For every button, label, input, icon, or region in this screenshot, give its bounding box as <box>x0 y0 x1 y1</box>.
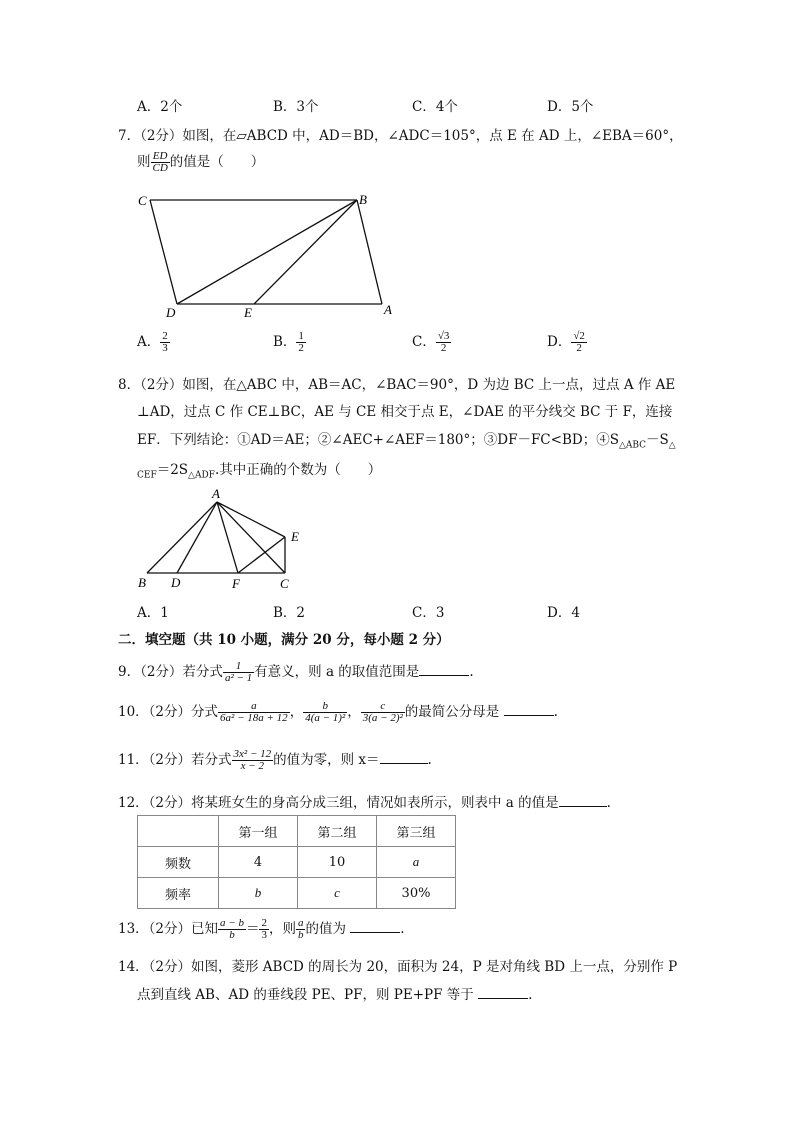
q6-option-a: A．2个 <box>137 99 183 115</box>
table-cell: 4 <box>219 847 298 878</box>
table-cell: a <box>377 847 456 878</box>
table-cell: c <box>298 878 377 909</box>
q7-segment-be <box>254 200 357 304</box>
q13-answer-blank <box>350 920 400 933</box>
q7-label-b: B <box>359 192 367 207</box>
table-cell: 10 <box>298 847 377 878</box>
q7-label-d: D <box>166 305 176 320</box>
q8-label-c: C <box>280 576 289 591</box>
q8-label-e: E <box>291 529 299 544</box>
q12-answer-blank <box>559 794 607 807</box>
q8-stem-line1: 8．（2分）如图，在△ABC 中，AB＝AC，∠BAC＝90°，D 为边 BC 上一点，过点 A 作 AE <box>118 377 676 393</box>
q8-segment-ef <box>238 537 285 573</box>
q7-edge-cd <box>150 200 177 304</box>
q10-answer-blank <box>504 703 554 716</box>
q7-option-c: C． $\frac{√3}{2}$ <box>412 330 450 354</box>
q8-stem-line2: ⊥AD，过点 C 作 CE⊥BC，AE 与 CE 相交于点 E，∠DAE 的平分线交 BC 于 F，连接 <box>137 404 673 420</box>
q7-option-b: B． $\frac{1}{2}$ <box>273 330 304 354</box>
q9: 9．（2分）若分式 $\frac{1}{\text{a² − 1}}$ 有意义，则 a 的取值范围是 . <box>118 660 474 684</box>
q7-parallelogram-diagram <box>130 188 410 323</box>
q14-stem-line1: 14．（2分）如图，菱形 ABCD 的周长为 20，面积为 24，P 是对角线 BD 上一点，分别作 P <box>118 959 678 975</box>
q12-stem: 12．（2分）将某班女生的身高分成三组，情况如表所示，则表中 a 的值是 . <box>118 795 611 811</box>
q6-option-d: D．5个 <box>547 99 594 115</box>
q8-label-a: A <box>212 486 220 501</box>
q6-option-c: C．4个 <box>412 99 458 115</box>
table-row <box>138 847 456 878</box>
q14-answer-blank <box>478 986 528 999</box>
q8-stem-line4: $_{CEF}=2S_{\triangle ADF}$.其中正确的个数为（ ） <box>137 462 382 481</box>
table-cell: 30% <box>377 878 456 909</box>
q10: 10．（2分）分式 $\frac{a}{\text{6a² − 18a + 12}}$ ， $\frac{b}{\text{4(a − 1)²}}$ ， $\frac{c}{\text{3(a − 2)²}}$ 的最简公分母是 . <box>118 700 558 724</box>
q12-frequency-table <box>137 815 456 909</box>
q8-segment-ad <box>177 502 217 573</box>
q6-option-b: B．3个 <box>273 99 319 115</box>
q8-option-d: D．4 <box>547 605 580 621</box>
q7-label-a: A <box>384 302 392 317</box>
q7-fraction: $\frac{ED}{CD}$ <box>152 150 168 174</box>
q7-label-e: E <box>244 305 252 320</box>
q7-diagonal-bd <box>177 200 357 304</box>
table-cell: 频率 <box>138 878 219 909</box>
table-cell: 频数 <box>138 847 219 878</box>
q8-label-d: D <box>171 575 181 590</box>
q7-option-a: A． $\frac{2}{3}$ <box>137 330 168 354</box>
q7-stem-line2: 则 $\frac{ED}{CD}$ 的值是（ ） <box>137 150 265 174</box>
q8-triangle-diagram <box>135 484 315 594</box>
table-header-row <box>138 816 456 847</box>
q8-edge-ab <box>147 502 217 573</box>
q7-option-d: D． $\frac{√2}{2}$ <box>547 330 585 354</box>
table-cell: b <box>219 878 298 909</box>
q9-answer-blank <box>419 663 469 676</box>
q8-option-a: A．1 <box>137 605 169 621</box>
table-cell: 第三组 <box>377 816 456 847</box>
table-cell: 第一组 <box>219 816 298 847</box>
q8-label-b: B <box>138 575 146 590</box>
q8-segment-ae <box>217 502 285 537</box>
q14-stem-line2: 点到直线 AB、AD 的垂线段 PE、PF，则 PE+PF 等于 . <box>137 987 533 1003</box>
q7-stem-line1: 7．（2分）如图，在▱ABCD 中，AD＝BD，∠ADC＝105°，点 E 在 AD 上，∠EBA＝60°， <box>118 128 683 144</box>
q8-label-f: F <box>232 576 240 591</box>
section2-title: 二．填空题（共 10 小题，满分 20 分，每小题 2 分） <box>118 632 450 648</box>
q7-label-c: C <box>138 193 147 208</box>
q7-edge-ba <box>357 200 382 304</box>
q8-stem-line3: EF．下列结论：①AD＝AE；②∠AEC+∠AEF＝180°；③DF－FC<BD；$④S_{\triangle ABC}-S_\triangle$ <box>137 432 676 451</box>
q8-option-c: C．3 <box>412 605 445 621</box>
q13: 13．（2分）已知 $\frac{a - b}{b}$ ＝ $\frac{2}{3}$ ，则 $\frac{a}{b}$ 的值为 . <box>118 917 405 941</box>
q8-option-b: B．2 <box>273 605 306 621</box>
table-cell <box>138 816 219 847</box>
q11-answer-blank <box>380 751 428 764</box>
table-row <box>138 878 456 909</box>
q11: 11．（2分）若分式 $\frac{\text{3x² − 12}}{x - 2}$ 的值为零，则 x＝ . <box>118 748 432 772</box>
table-cell: 第二组 <box>298 816 377 847</box>
